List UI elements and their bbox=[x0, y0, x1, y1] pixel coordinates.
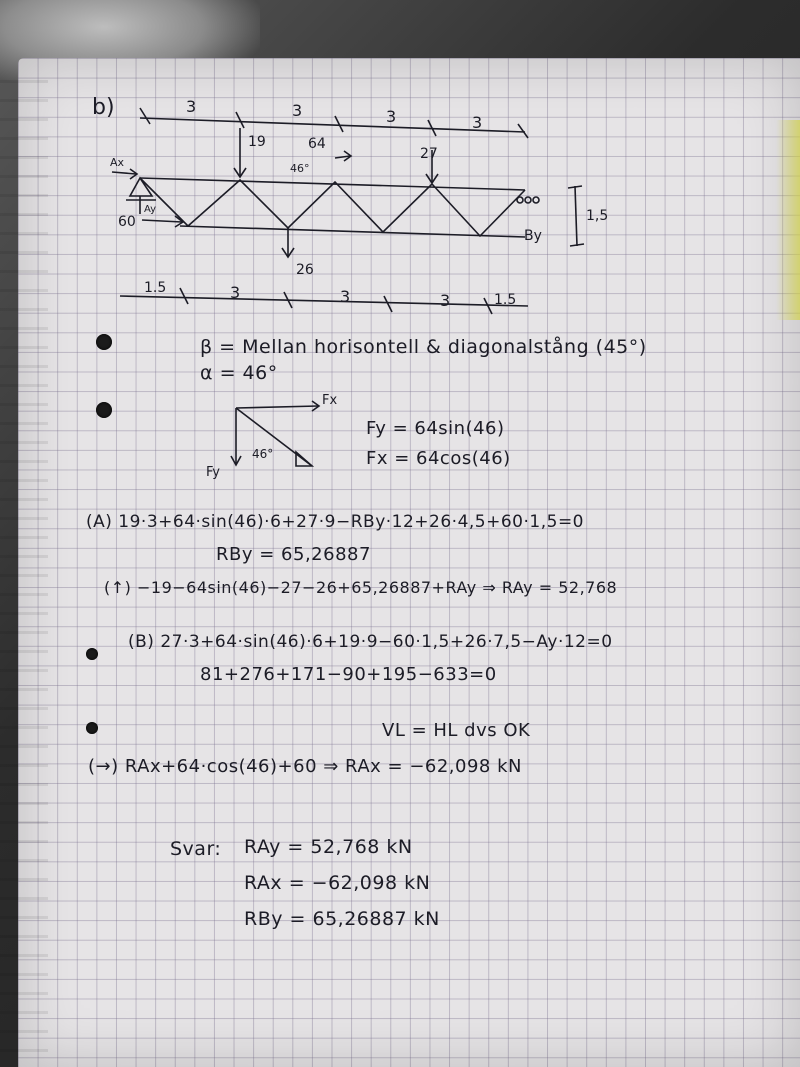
rby-result: RBy = 65,26887 bbox=[216, 544, 371, 565]
top-dim-3: 3 bbox=[386, 107, 397, 126]
angle-label: 46° bbox=[290, 162, 310, 175]
check-sum: 81+276+171−90+195−633=0 bbox=[200, 664, 497, 685]
load-27-label: 27 bbox=[420, 146, 438, 162]
answer-label: Svar: bbox=[170, 838, 222, 860]
load-19-label: 19 bbox=[248, 134, 266, 150]
moment-eq-b: (B) 27·3+64·sin(46)·6+19·9−60·1,5+26·7,5−Ay·12=0 bbox=[128, 632, 613, 652]
bottom-dim-5: 1.5 bbox=[494, 292, 517, 308]
alpha-note: α = 46° bbox=[200, 362, 278, 384]
fx-equation: Fx = 64cos(46) bbox=[366, 448, 511, 469]
answer-ray: RAy = 52,768 kN bbox=[244, 836, 413, 858]
check-ok: VL = HL dvs OK bbox=[382, 720, 531, 741]
moment-eq-a: (A) 19·3+64·sin(46)·6+27·9−RBy·12+26·4,5+60·1,5=0 bbox=[86, 512, 585, 532]
support-ay-label: Ay bbox=[144, 204, 157, 215]
load-64-label: 64 bbox=[308, 136, 326, 152]
height-dim: 1,5 bbox=[586, 208, 609, 224]
top-dim-4: 3 bbox=[472, 113, 483, 132]
top-dim-1: 3 bbox=[186, 97, 197, 116]
top-dim-2: 3 bbox=[292, 101, 303, 120]
bottom-dim-4: 3 bbox=[440, 291, 451, 310]
support-by-label: By bbox=[524, 228, 542, 244]
load-60-label: 60 bbox=[118, 214, 136, 230]
beta-note: β = Mellan horisontell & diagonalstång (45°) bbox=[200, 336, 647, 358]
fx-label: Fx bbox=[322, 393, 338, 408]
horizontal-eq: (→) RAx+64·cos(46)+60 ⇒ RAx = −62,098 kN bbox=[88, 756, 522, 777]
vertical-eq: (↑) −19−64sin(46)−27−26+65,26887+RAy ⇒ RAy = 52,768 bbox=[104, 578, 618, 597]
bottom-dim-1: 1.5 bbox=[144, 280, 167, 296]
part-label: b) bbox=[92, 95, 115, 120]
answer-rby: RBy = 65,26887 kN bbox=[244, 908, 440, 930]
support-ax-label: Ax bbox=[110, 156, 125, 169]
bottom-dim-3: 3 bbox=[340, 287, 351, 306]
load-26-label: 26 bbox=[296, 262, 314, 278]
fig-angle-label: 46° bbox=[252, 447, 274, 461]
fy-equation: Fy = 64sin(46) bbox=[366, 418, 505, 439]
fy-label: Fy bbox=[206, 465, 220, 480]
bottom-dim-2: 3 bbox=[230, 283, 241, 302]
answer-rax: RAx = −62,098 kN bbox=[244, 872, 431, 894]
